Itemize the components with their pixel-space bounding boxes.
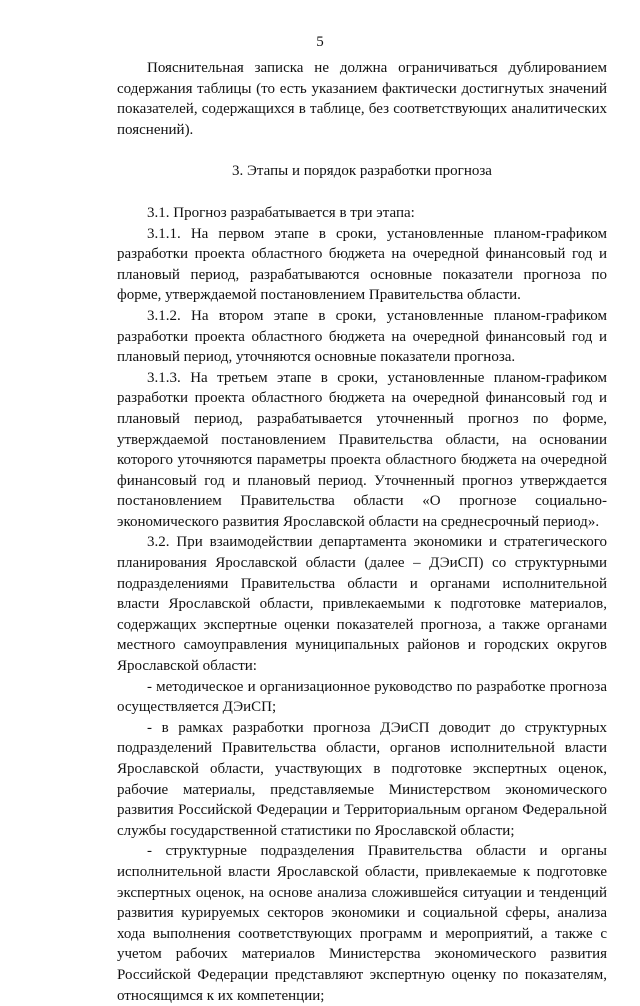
bullet-working-materials: - в рамках разработки прогноза ДЭиСП доводит до структурных подразделений Правительства области, органов исполнительной власти Ярославской области, участвующих в подготовке экспертных оценок, рабочие материалы, представляемые Министерством экономического развития Российской Федерации и Территориальным органом Федеральной службы государственной статистики по Ярославской области;: [117, 719, 607, 839]
paragraph-3-2: 3.2. При взаимодействии департамента экономики и стратегического планирования Ярославской области (далее – ДЭиСП) со структурными подразделениями Правительства области и органами исполнительной власти Ярославской области, привлекаемыми к подготовке материалов, содержащих экспертные оценки показателей прогноза, а также органами местного самоуправления муниципальных районов и городских округов Ярославской области:: [117, 534, 607, 675]
document-body: [117, 58, 607, 1006]
bullet-expert-assessment: - структурные подразделения Правительства области и органы исполнительной власти Ярославской области, привлекаемые к подготовке экспертных оценок, на основе анализа сложившейся ситуации и тенденций развития курируемых секторов экономики и социальной сферы, анализа хода выполнения соответствующих программ и мероприятий, а также с учетом рабочих материалов Министерства экономического развития Российской Федерации представляют экспертную оценку по показателям, относящимся к их компетенции;: [117, 843, 607, 1004]
paragraph-3-1-2: 3.1.2. На втором этапе в сроки, установленные планом-графиком разработки проекта областного бюджета на очередной финансовый год и плановый период, уточняются основные показатели прогноза.: [117, 307, 607, 366]
paragraph-3-1-3: 3.1.3. На третьем этапе в сроки, установленные планом-графиком разработки проекта областного бюджета на очередной финансовый год и плановый период, разрабатывается уточненный прогноз по форме, утверждаемой постановлением Правительства области, на основании которого уточняются параметры проекта областного бюджета на очередной финансовый год и плановый период. Уточненный прогноз утверждается постановлением Правительства области «О прогнозе социально-экономического развития Ярославской области на среднесрочный период».: [117, 369, 607, 530]
paragraph-3-1-1: 3.1.1. На первом этапе в сроки, установленные планом-графиком разработки проекта областного бюджета на очередной финансовый год и плановый период, разрабатываются основные показатели прогноза по форме, утверждаемой постановлением Правительства области.: [117, 225, 607, 304]
page-number: 5: [316, 34, 324, 50]
paragraph-3-1: 3.1. Прогноз разрабатывается в три этапа:: [147, 204, 415, 221]
bullet-methodical-guidance: - методическое и организационное руководство по разработке прогноза осуществляется ДЭиСП;: [117, 678, 607, 716]
section-heading: 3. Этапы и порядок разработки прогноза: [232, 163, 492, 180]
intro-paragraph: Пояснительная записка не должна ограничиваться дублированием содержания таблицы (то есть указанием фактически достигнутых значений показателей, содержащихся в таблице, без соответствующих аналитических пояснений).: [117, 60, 607, 138]
